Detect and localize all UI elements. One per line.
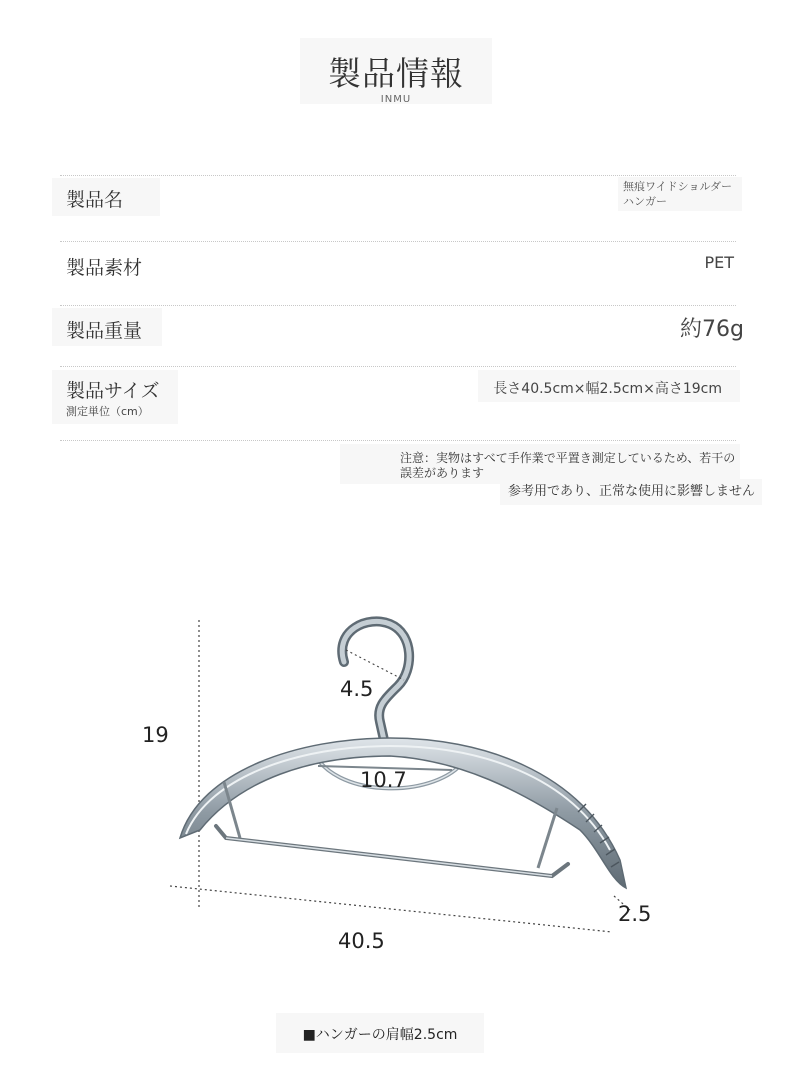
spec-label-size: 製品サイズ [66, 380, 160, 402]
hanger-arch [180, 738, 626, 888]
spec-label-name: 製品名 [66, 189, 124, 211]
spec-label-material: 製品素材 [66, 257, 143, 279]
dimension-length: 40.5 [338, 929, 385, 953]
page-title: 製品情報 [328, 54, 464, 93]
caption: ■ハンガーの肩幅2.5cm [302, 1027, 458, 1043]
spec-sublabel-unit: 測定単位（cm） [66, 405, 149, 418]
spec-value-weight: 約76g [680, 317, 744, 342]
dimension-shoulder: 2.5 [618, 902, 652, 926]
bottom-bar-highlight [226, 838, 552, 876]
dimension-height: 19 [142, 723, 169, 747]
dimension-arc: 10.7 [360, 768, 407, 792]
hook-dimension-line [346, 650, 404, 680]
brand-logo: INMU [380, 94, 412, 105]
spec-value-material: PET [704, 253, 734, 272]
note-measurement: 注意：実物はすべて手作業で平置き測定しているため、若干の誤差があります [400, 451, 736, 480]
right-strut [538, 808, 557, 868]
length-dimension-line [170, 886, 612, 932]
divider [60, 175, 736, 176]
spec-value-size: 長さ40.5cm×幅2.5cm×高さ19cm [493, 381, 722, 397]
spec-label-weight: 製品重量 [66, 320, 143, 342]
divider [60, 440, 736, 441]
note-reference: 参考用であり、正常な使用に影響しません [508, 484, 756, 499]
dimension-hook: 4.5 [340, 677, 374, 701]
spec-value-name: 無痕ワイドショルダーハンガー [623, 180, 733, 208]
bottom-bar [216, 826, 568, 876]
divider [60, 305, 736, 306]
divider [60, 241, 736, 242]
divider [60, 366, 736, 367]
